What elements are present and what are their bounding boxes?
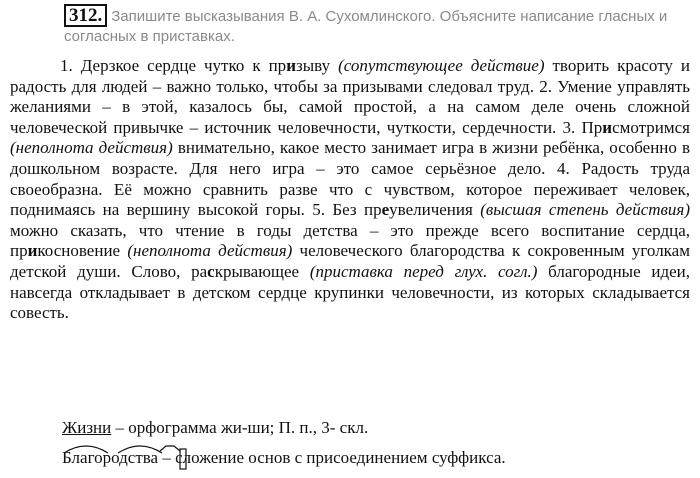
root-arc-icon (118, 446, 162, 453)
analysis-comment: – сложение основ с присоединением суффикса. (158, 448, 506, 467)
analysis-comment: – орфограмма жи-ши; П. п., 3- скл. (111, 418, 369, 437)
text-fragment: зыву (295, 56, 339, 75)
analysis-line-2 (62, 448, 692, 478)
morpheme-marks-icon (62, 437, 187, 473)
text-fragment: внимательно, какое место занимает игра в жизни ребёнка, особенно в дошкольном возрасте. Для него игра – это самое серьёзное дело. 4. Радость труда своеобразна. Её можно сравнить разве что с чувством, которое переживает человек, поднимаясь на вершину высокой горы. 5. Без пр (10, 138, 691, 220)
text-fragment: косновение (37, 241, 128, 261)
analyzed-word: Благородства (62, 448, 159, 467)
text-fragment: благородные идеи, навсегда откладывает в детском сердце крупинки человечности, из которых складывается совесть. (10, 261, 690, 323)
grammar-note: (неполнота действия) (127, 241, 293, 261)
text-fragment: человеческого благородства к сокровенным уголкам детской души. Слово, ра (10, 241, 690, 281)
grammar-note: (неполнота действия) (10, 138, 173, 158)
grammar-note: (сопутствующее действие) (338, 56, 545, 75)
text-fragment: можно сказать, что чтение в годы детства – это прежде всего воспитание сердца, пр (10, 220, 690, 261)
task-number: 312. (64, 4, 107, 27)
text-fragment: смотримся (612, 117, 690, 137)
text-fragment: 1. Дерзкое сердце чутко к пр (60, 56, 287, 75)
grammar-note: (приставка перед глух. согл.) (309, 261, 538, 281)
morpheme-word (62, 448, 158, 468)
exercise-paragraph (10, 56, 690, 324)
text-fragment: увеличения (389, 200, 481, 220)
highlighted-letter: с (207, 261, 215, 281)
analyzed-word: Жизни (62, 418, 112, 437)
root-arc-icon (64, 446, 108, 453)
task-instruction: Запишите высказывания В. А. Сухомлинского. Объясните написание гласных и согласных в приставках. (64, 8, 668, 45)
word-analysis (62, 418, 692, 478)
text-fragment: крывающее (214, 261, 310, 281)
highlighted-letter: е (381, 200, 390, 220)
task-header (64, 4, 694, 46)
suffix-mark-icon (160, 446, 180, 451)
highlighted-letter: и (286, 56, 296, 75)
highlighted-letter: и (602, 117, 613, 137)
exercise-text (10, 56, 690, 324)
highlighted-letter: и (27, 241, 38, 261)
ending-box-icon (180, 449, 186, 469)
grammar-note: (высшая степень действия) (480, 200, 690, 220)
text-fragment: творить красоту и радость для людей – важно только, чтобы за призывами следовал труд. 2. Умение управлять желаниями – в этой, казалось бы, самой простой, а на самом деле очень сложной человеческой привычке – источник человечности, чуткости, сердечности. 3. Пр (10, 56, 690, 137)
